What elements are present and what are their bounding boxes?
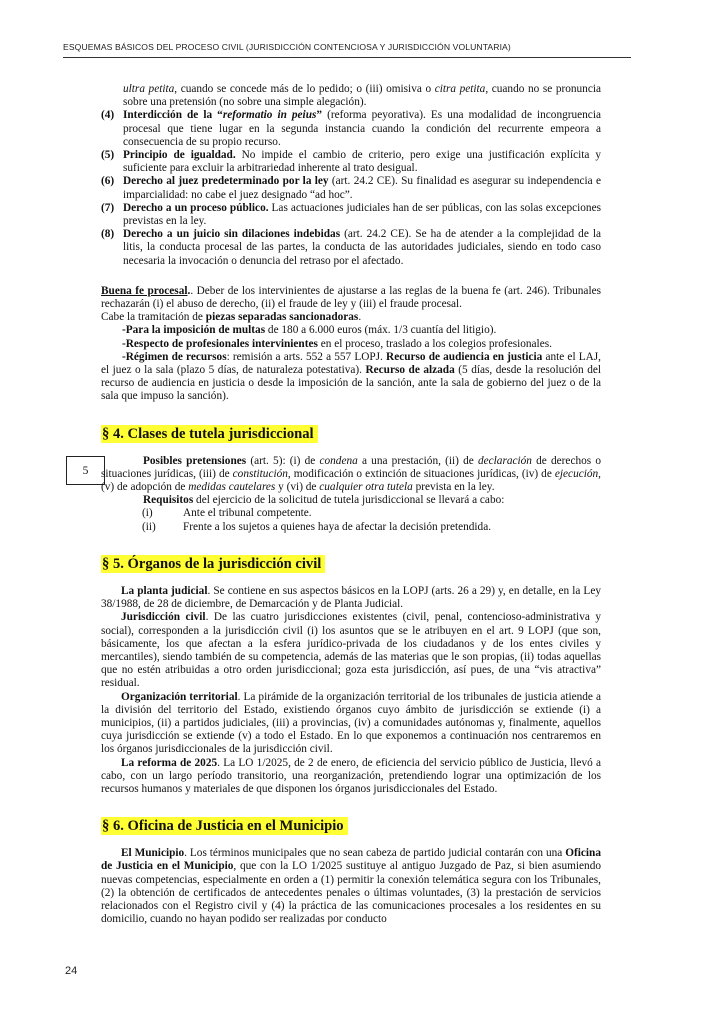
margin-marker-number: 5	[82, 464, 89, 477]
item-title: Derecho a un proceso público.	[123, 201, 269, 214]
item-number: (i)	[142, 507, 153, 520]
italic-term: ultra petita	[123, 83, 175, 95]
item-number: (5)	[101, 149, 115, 162]
list-item	[101, 175, 601, 201]
pretensiones-paragraph: Posibles pretensiones (art. 5): (i) de condena a una prestación, (ii) de declaración de derechos o situaciones jurídicas, (iii) de constitución, modificación o extinción de situaciones jurídicas, (iv) de ejecución, (v) de adopción de medidas cautelares y (vi) de cualquier otra tutela prevista en la ley.	[101, 454, 601, 494]
reforma-paragraph: La reforma de 2025. La LO 1/2025, de 2 de enero, de eficiencia del servicio público de Justicia, llevó a cabo, con un largo período transitorio, una reorganización, pretendiendo lograr una optimización de los recursos humanos y materiales de que disponen los órganos jurisdiccionales del Estado.	[101, 756, 601, 795]
page-body	[101, 83, 601, 926]
section-5-heading: § 5. Órganos de la jurisdicción civil	[101, 555, 601, 573]
item-text: No impide el cambio de criterio, pero exige una justificación explícita y suficiente para excluir la arbitrariedad inherente al trato desigual.	[123, 149, 601, 175]
text: . Deber de los intervinientes de ajustarse a las reglas de la buena fe (art. 246). Tribunales rechazarán (i) el abuso de derecho, (ii) el fraude de ley y (iii) el fraude procesal.	[101, 284, 601, 311]
planta-paragraph: La planta judicial. Se contiene en sus aspectos básicos en la LOPJ (arts. 26 a 29) y, en detalle, en la Ley 38/1988, de 28 de diciembre, de Demarcación y de Planta Judicial.	[101, 584, 601, 611]
item-text: (reforma peyorativa). Es una modalidad de incongruencia procesal que tiene lugar en la segunda instancia cuando la condición del recurrente empeora a consecuencia de su propio recurso.	[123, 109, 601, 148]
organizacion-paragraph: Organización territorial. La pirámide de la organización territorial de los tribunales de justicia atiende a la división del territorio del Estado, existiendo órganos cuyo ámbito de jurisdicción se extiende (i) a municipios, (ii) a partidos judiciales, (iii) a provincias, (iv) a comunidades autónomas y, finalmente, aquellos cuya jurisdicción se extiende (v) a todo el Estado. En lo que exponemos a continuación nos centraremos en los órganos jurisdiccionales de la jurisdicción civil.	[101, 690, 601, 756]
buena-fe-paragraph: Buena fe procesal.. Deber de los intervinientes de ajustarse a las reglas de la buena fe (art. 246). Tribunales rechazarán (i) el abuso de derecho, (ii) el fraude de ley y (iii) el fraude procesal.	[101, 284, 601, 311]
principles-list	[101, 83, 601, 268]
requisitos-paragraph: Requisitos del ejercicio de la solicitud de tutela jurisdiccional se llevará a cabo:	[143, 494, 505, 507]
requisitos-list	[101, 507, 601, 533]
italic-term: citra petita	[434, 83, 486, 95]
item-text: Frente a los sujetos a quienes haya de afectar la decisión pretendida.	[183, 520, 492, 533]
item-number: (4)	[101, 109, 115, 122]
item-text: Ante el tribunal competente.	[183, 507, 312, 520]
list-item	[101, 149, 601, 175]
section-6-heading: § 6. Oficina de Justicia en el Municipio	[101, 817, 601, 835]
list-item	[101, 228, 601, 268]
item-title: Interdicción de la “reformatio in peius”	[123, 109, 323, 122]
section-4-heading: § 4. Clases de tutela jurisdiccional	[101, 425, 601, 443]
item-title: Principio de igualdad.	[123, 149, 236, 162]
item-title: Derecho a un juicio sin dilaciones indebidas	[123, 228, 341, 241]
list-item	[101, 521, 601, 534]
buena-fe-title: Buena fe procesal	[101, 284, 188, 297]
jurisdiccion-paragraph: Jurisdicción civil. De las cuatro jurisdicciones existentes (civil, penal, contencioso-administrativa y social), corresponden a la jurisdicción civil (i) los asuntos que se le atribuyen en el art. 9 LOPJ (que son, básicamente, los que afectan a la esfera jurídico-privada de los ciudadanos y de los entes civiles y mercantiles), siendo también de su competencia, además de las materias que le son propias, (ii) todas aquellas que no estén atribuidas a otro orden jurisdiccional; goza esta jurisdicción, así pues, de una “vis atractiva” residual.	[101, 611, 601, 690]
item-number: (8)	[101, 228, 115, 241]
list-item	[101, 83, 601, 109]
section-6-body	[101, 847, 601, 926]
running-header: ESQUEMAS BÁSICOS DEL PROCESO CIVIL (JURISDICCIÓN CONTENCIOSA Y JURISDICCIÓN VOLUNTARIA)	[63, 42, 511, 52]
item-number: (6)	[101, 175, 115, 188]
item-number: (7)	[101, 201, 115, 214]
section-5-body	[101, 585, 601, 796]
item-text: Las actuaciones judiciales han de ser públicas, con las solas excepciones previstas en la ley.	[123, 201, 601, 228]
buena-fe-block	[101, 285, 601, 404]
profesionales-line: -Respecto de profesionales intervinientes en el proceso, traslado a los colegios profesionales.	[122, 337, 552, 350]
piezas-paragraph: Cabe la tramitación de piezas separadas sancionadoras.	[101, 311, 362, 324]
municipio-paragraph: El Municipio. Los términos municipales que no sean cabeza de partido judicial contarán con una Oficina de Justicia en el Municipio, que con la LO 1/2025 sustituye al antiguo Juzgado de Paz, si bien asumiendo nuevas competencias, especialmente en orden a (1) permitir la conexión telemática segura con los Tribunales, (2) la obtención de certificados de antecedentes penales o últimas voluntades, (3) la prestación de servicios relacionados con el Registro civil y (4) la práctica de las comunicaciones procesales a los residentes en su domicilio, cuando no hayan podido ser realizadas por conducto	[101, 847, 601, 926]
list-item	[101, 109, 601, 149]
list-item	[101, 507, 601, 520]
text: , cuando no se pronuncia sobre una pretensión (no sobre una simple alegación).	[123, 83, 601, 109]
multas-line: -Para la imposición de multas de 180 a 6.000 euros (máx. 1/3 cuantía del litigio).	[122, 324, 497, 337]
list-item	[101, 202, 601, 228]
section-4-body	[101, 455, 601, 534]
text: , cuando se concede más de lo pedido; o (iii) omisiva o	[174, 83, 435, 95]
item-text: (art. 24.2 CE). Se ha de atender a la complejidad de la litis, la conducta procesal de las partes, la conducta de las autoridades judiciales, siendo en todo caso necesaria la invocación o denuncia del retraso por el afectado.	[123, 228, 601, 267]
header-rule	[63, 57, 631, 58]
item-title: Derecho al juez predeterminado por la ley	[123, 175, 329, 188]
item-number: (ii)	[142, 520, 156, 533]
page-number: 24	[65, 965, 78, 977]
margin-marker-box	[66, 456, 105, 485]
item-text: (art. 24.2 CE). Su finalidad es asegurar su independencia e imparcialidad: no cabe el juez designado “ad hoc”.	[123, 175, 601, 201]
recursos-paragraph: -Régimen de recursos: remisión a arts. 552 a 557 LOPJ. Recurso de audiencia en justicia ante el LAJ, el juez o la sala (plazo 5 días, de naturaleza potestativa). Recurso de alzada (5 días, desde la resolución del recurso de audiencia en justicia o desde la imposición de la sanción, ante la sala de gobierno del juez o de la sala que impuso la sanción).	[101, 350, 602, 403]
